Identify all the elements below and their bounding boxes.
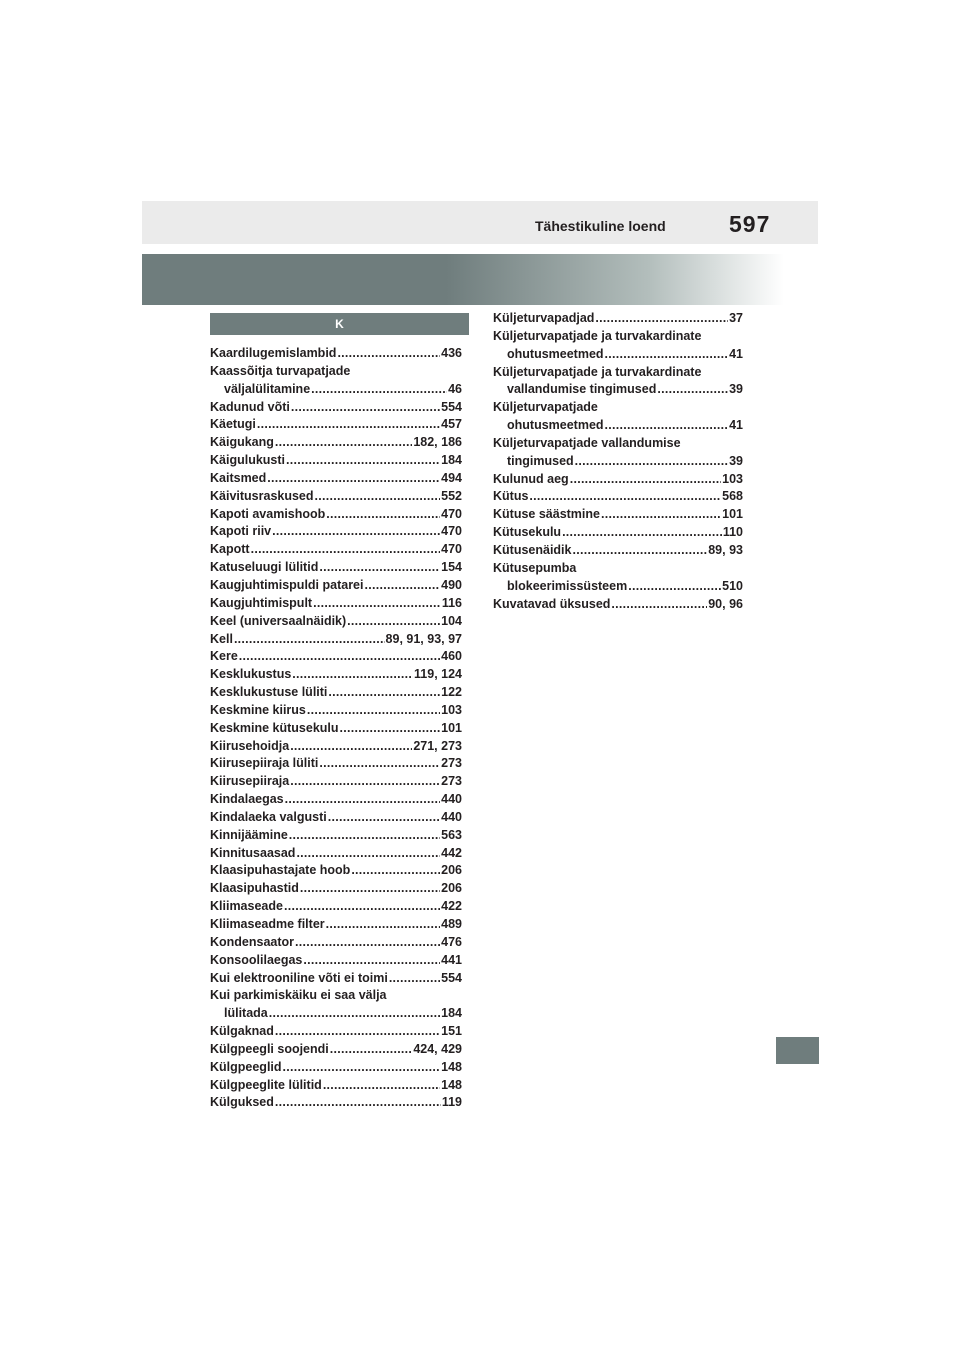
index-entry-pages: 119 xyxy=(441,1095,462,1110)
index-entry-term: Kindalaeka valgusti xyxy=(210,809,327,824)
index-entry-term: Kütusepumba xyxy=(493,560,577,575)
index-entry-pages: 103 xyxy=(441,702,462,717)
index-entry-term: väljalülitamine xyxy=(224,381,311,396)
index-entry-term: Klaasipuhastajate hoob xyxy=(210,863,351,878)
index-entry-term: Külgpeeglid xyxy=(210,1059,282,1074)
index-entry-term: Kütus xyxy=(493,489,529,504)
index-entry-term: Kadunud võti xyxy=(210,399,290,414)
index-entry-term: ohutusmeetmed xyxy=(507,346,604,361)
index-entry-term: Kiirusepiiraja xyxy=(210,774,290,789)
index-entry-term: Kapott xyxy=(210,542,250,557)
index-entry-term: Keskmine kiirus xyxy=(210,702,306,717)
index-entry xyxy=(210,488,462,506)
index-entry-pages: 41 xyxy=(729,418,743,433)
index-entry-pages: 184 xyxy=(441,453,462,468)
index-column-right xyxy=(493,310,743,613)
index-entry-pages: 206 xyxy=(441,881,462,896)
index-entry-term: Kinnitusaasad xyxy=(210,845,296,860)
index-entry xyxy=(210,541,462,559)
dot-leader xyxy=(251,541,441,559)
index-entry xyxy=(210,577,462,595)
dot-leader xyxy=(573,542,708,560)
dot-leader xyxy=(275,1023,440,1041)
index-entry-term: Kui elektrooniline võti ei toimi xyxy=(210,970,388,985)
index-entry-pages: 46 xyxy=(448,381,462,396)
dot-leader xyxy=(326,506,440,524)
index-entry-pages: 441 xyxy=(441,952,462,967)
index-entry xyxy=(493,506,743,524)
index-entry xyxy=(210,755,462,773)
index-entry-pages: 273 xyxy=(441,756,462,771)
index-entry-pages: 90, 96 xyxy=(708,596,743,611)
dot-leader xyxy=(284,898,440,916)
dot-leader xyxy=(319,755,440,773)
index-entry-term: Keel (universaalnäidik) xyxy=(210,613,347,628)
index-entry-pages: 151 xyxy=(441,1024,462,1039)
dot-leader xyxy=(389,970,440,988)
index-entry-pages: 489 xyxy=(441,917,462,931)
dot-leader xyxy=(234,631,385,649)
index-column-left xyxy=(210,345,462,1112)
index-entry-term: Kaassõitja turvapatjade xyxy=(210,363,351,378)
index-entry-pages: 148 xyxy=(441,1059,462,1074)
index-entry-pages: 470 xyxy=(441,506,462,521)
dot-leader xyxy=(313,595,441,613)
dot-leader xyxy=(267,470,440,488)
index-entry-pages: 510 xyxy=(722,578,743,593)
index-entry xyxy=(493,596,743,614)
index-entry-pages: 436 xyxy=(441,346,462,360)
index-entry-term: Kindalaegas xyxy=(210,792,284,807)
index-entry xyxy=(493,417,743,435)
section-letter-header: K xyxy=(210,313,469,335)
index-entry xyxy=(210,827,462,845)
dot-leader xyxy=(347,613,440,631)
index-entry-pages: 101 xyxy=(441,720,462,735)
index-entry-pages: 552 xyxy=(441,488,462,503)
index-entry xyxy=(210,702,462,720)
header-banner xyxy=(142,254,818,305)
index-entry-pages: 494 xyxy=(441,470,462,485)
index-entry xyxy=(493,488,743,506)
index-entry-pages: 101 xyxy=(722,507,743,522)
index-entry-pages: 148 xyxy=(441,1077,462,1092)
index-entry-term: Kliimaseadme filter xyxy=(210,917,325,931)
index-entry xyxy=(493,435,743,453)
index-entry xyxy=(210,809,462,827)
dot-leader xyxy=(595,310,728,328)
index-entry xyxy=(210,987,462,1005)
dot-leader xyxy=(605,417,729,435)
index-entry-term: vallandumise tingimused xyxy=(507,382,657,397)
index-entry xyxy=(210,470,462,488)
index-entry-pages: 154 xyxy=(441,560,462,575)
index-entry-term: Kinnijäämine xyxy=(210,827,288,842)
index-entry xyxy=(210,434,462,452)
index-entry xyxy=(493,453,743,471)
dot-leader xyxy=(319,559,440,577)
index-entry-pages: 554 xyxy=(441,399,462,414)
dot-leader xyxy=(340,720,441,738)
index-entry-pages: 104 xyxy=(441,613,462,628)
dot-leader xyxy=(300,880,440,898)
index-entry xyxy=(210,862,462,880)
index-entry-pages: 110 xyxy=(722,525,743,540)
index-entry-pages: 554 xyxy=(441,970,462,985)
index-entry xyxy=(210,666,462,684)
index-entry xyxy=(210,506,462,524)
index-entry-pages: 273 xyxy=(441,774,462,789)
index-entry xyxy=(493,346,743,364)
index-entry-pages: 476 xyxy=(441,934,462,949)
index-entry-term: Kesklukustuse lüliti xyxy=(210,685,328,700)
index-entry-term: Kaugjuhtimispuldi patarei xyxy=(210,577,364,592)
index-entry xyxy=(210,345,462,363)
index-entry-term: Kaugjuhtimispult xyxy=(210,595,313,610)
index-entry-term: Konsoolilaegas xyxy=(210,952,303,967)
index-entry-term: Klaasipuhastid xyxy=(210,881,299,896)
index-entry-term: Kiirusepiiraja lüliti xyxy=(210,756,319,771)
index-entry xyxy=(493,542,743,560)
dot-leader xyxy=(283,1059,441,1077)
index-entry xyxy=(493,364,743,382)
dot-leader xyxy=(562,524,722,542)
index-entry-pages: 440 xyxy=(441,809,462,824)
dot-leader xyxy=(611,596,707,614)
index-entry-term: Katuseluugi lülitid xyxy=(210,560,319,575)
index-entry-pages: 103 xyxy=(722,471,743,486)
index-entry-term: Külgpeeglite lülitid xyxy=(210,1077,322,1092)
index-entry xyxy=(210,452,462,470)
dot-leader xyxy=(303,952,440,970)
dot-leader xyxy=(529,488,721,506)
index-entry-term: Kondensaator xyxy=(210,934,295,949)
index-entry xyxy=(210,631,462,649)
index-entry-term: Kütusenäidik xyxy=(493,542,572,557)
dot-leader xyxy=(311,381,447,399)
index-entry-term: Kell xyxy=(210,631,233,646)
index-entry xyxy=(210,648,462,666)
index-entry-term: lülitada xyxy=(224,1006,268,1021)
index-entry-term: Käigukang xyxy=(210,435,274,450)
header-bar xyxy=(142,201,818,244)
index-entry-term: Käigulukusti xyxy=(210,453,286,468)
index-entry xyxy=(210,916,462,934)
index-entry-term: Kliimaseade xyxy=(210,899,283,914)
index-entry xyxy=(493,399,743,417)
index-entry xyxy=(493,471,743,489)
index-entry xyxy=(210,1041,462,1059)
index-entry-term: Külguksed xyxy=(210,1095,274,1110)
dot-leader xyxy=(285,791,441,809)
index-entry xyxy=(210,1094,462,1112)
dot-leader xyxy=(286,452,440,470)
dot-leader xyxy=(295,934,440,952)
index-entry xyxy=(210,363,462,381)
index-entry-pages: 37 xyxy=(729,311,743,325)
index-entry xyxy=(210,559,462,577)
index-entry-term: Käivitusraskused xyxy=(210,488,314,503)
index-entry-term: Kapoti riiv xyxy=(210,524,272,539)
index-entry-pages: 424, 429 xyxy=(413,1041,462,1056)
index-entry-pages: 440 xyxy=(441,792,462,807)
index-entry-term: Külgpeegli soojendi xyxy=(210,1041,329,1056)
index-entry xyxy=(210,720,462,738)
dot-leader xyxy=(290,738,412,756)
index-entry-pages: 119, 124 xyxy=(414,667,462,682)
index-entry-term: Kui parkimiskäiku ei saa välja xyxy=(210,988,387,1003)
dot-leader xyxy=(575,453,728,471)
index-entry xyxy=(210,738,462,756)
index-tab-marker xyxy=(776,1037,819,1064)
index-entry xyxy=(210,1059,462,1077)
index-entry xyxy=(210,1077,462,1095)
index-entry-term: Kaardilugemislambid xyxy=(210,346,337,360)
dot-leader xyxy=(289,827,440,845)
index-entry xyxy=(210,845,462,863)
dot-leader xyxy=(337,345,440,363)
index-entry-term: Kütusekulu xyxy=(493,525,562,540)
index-entry-term: Kaitsmed xyxy=(210,470,267,485)
dot-leader xyxy=(323,1077,440,1095)
dot-leader xyxy=(291,399,440,417)
dot-leader xyxy=(326,916,441,934)
dot-leader xyxy=(290,773,440,791)
header-title: Tähestikuline loend xyxy=(535,218,666,234)
index-entry xyxy=(210,970,462,988)
index-entry-term: Kapoti avamishoob xyxy=(210,506,326,521)
index-entry xyxy=(210,399,462,417)
index-entry-term: Küljeturvapatjade vallandumise xyxy=(493,435,681,450)
dot-leader xyxy=(307,702,440,720)
index-entry xyxy=(493,381,743,399)
index-entry xyxy=(210,595,462,613)
dot-leader xyxy=(605,346,729,364)
index-entry xyxy=(210,880,462,898)
dot-leader xyxy=(275,434,412,452)
index-entry-pages: 460 xyxy=(441,649,462,664)
index-entry-term: Kuvatavad üksused xyxy=(493,596,611,611)
index-entry-term: Keskmine kütusekulu xyxy=(210,720,339,735)
index-entry xyxy=(210,791,462,809)
dot-leader xyxy=(570,471,721,489)
dot-leader xyxy=(628,578,721,596)
index-entry-pages: 39 xyxy=(729,453,743,468)
index-entry xyxy=(210,773,462,791)
index-entry-term: Küljeturvapatjade xyxy=(493,400,598,415)
index-entry-term: Käetugi xyxy=(210,417,256,432)
index-entry xyxy=(493,524,743,542)
index-entry-pages: 182, 186 xyxy=(413,435,462,450)
page-number: 597 xyxy=(729,211,771,237)
index-entry-pages: 39 xyxy=(729,382,743,397)
index-entry-term: Kere xyxy=(210,649,238,664)
index-entry-term: Küljeturvapatjade ja turvakardinate xyxy=(493,364,702,379)
index-entry-term: Küljeturvapadjad xyxy=(493,311,595,325)
index-entry xyxy=(210,1005,462,1023)
dot-leader xyxy=(328,684,440,702)
dot-leader xyxy=(292,666,413,684)
dot-leader xyxy=(657,381,728,399)
index-entry-pages: 122 xyxy=(441,685,462,700)
index-entry xyxy=(210,416,462,434)
index-entry xyxy=(493,310,743,328)
index-entry xyxy=(493,578,743,596)
index-entry xyxy=(210,934,462,952)
index-entry-term: blokeerimissüsteem xyxy=(507,578,628,593)
dot-leader xyxy=(601,506,721,524)
index-entry-pages: 563 xyxy=(441,827,462,842)
index-entry-pages: 89, 91, 93, 97 xyxy=(385,631,462,646)
index-entry-term: Kütuse säästmine xyxy=(493,507,600,522)
index-entry-term: Kiirusehoidja xyxy=(210,738,290,753)
index-entry-term: ohutusmeetmed xyxy=(507,418,604,433)
index-entry-pages: 184 xyxy=(441,1006,462,1021)
dot-leader xyxy=(239,648,440,666)
dot-leader xyxy=(275,1094,441,1112)
dot-leader xyxy=(330,1041,413,1059)
index-entry-pages: 470 xyxy=(441,524,462,539)
dot-leader xyxy=(296,845,440,863)
index-entry-term: Kulunud aeg xyxy=(493,471,569,486)
index-entry xyxy=(493,328,743,346)
index-entry-pages: 568 xyxy=(722,489,743,504)
index-entry-pages: 116 xyxy=(441,595,462,610)
index-entry xyxy=(210,523,462,541)
index-entry-term: Kesklukustus xyxy=(210,667,292,682)
index-entry-pages: 422 xyxy=(441,899,462,914)
index-entry xyxy=(210,952,462,970)
index-entry-pages: 89, 93 xyxy=(708,542,743,557)
index-entry-pages: 206 xyxy=(441,863,462,878)
index-entry xyxy=(493,560,743,578)
dot-leader xyxy=(257,416,440,434)
index-entry-pages: 457 xyxy=(441,417,462,432)
dot-leader xyxy=(269,1005,440,1023)
dot-leader xyxy=(328,809,440,827)
dot-leader xyxy=(365,577,441,595)
index-entry-pages: 41 xyxy=(729,346,743,361)
dot-leader xyxy=(272,523,440,541)
index-entry xyxy=(210,684,462,702)
dot-leader xyxy=(351,862,440,880)
index-entry-pages: 490 xyxy=(441,577,462,592)
index-entry-pages: 470 xyxy=(441,542,462,557)
index-entry-pages: 271, 273 xyxy=(413,738,462,753)
index-entry-term: tingimused xyxy=(507,453,574,468)
index-entry-pages: 442 xyxy=(441,845,462,860)
dot-leader xyxy=(315,488,441,506)
index-entry-term: Külgaknad xyxy=(210,1024,274,1039)
index-entry xyxy=(210,898,462,916)
index-entry xyxy=(210,1023,462,1041)
index-entry-term: Küljeturvapatjade ja turvakardinate xyxy=(493,328,702,343)
index-entry xyxy=(210,613,462,631)
index-entry xyxy=(210,381,462,399)
